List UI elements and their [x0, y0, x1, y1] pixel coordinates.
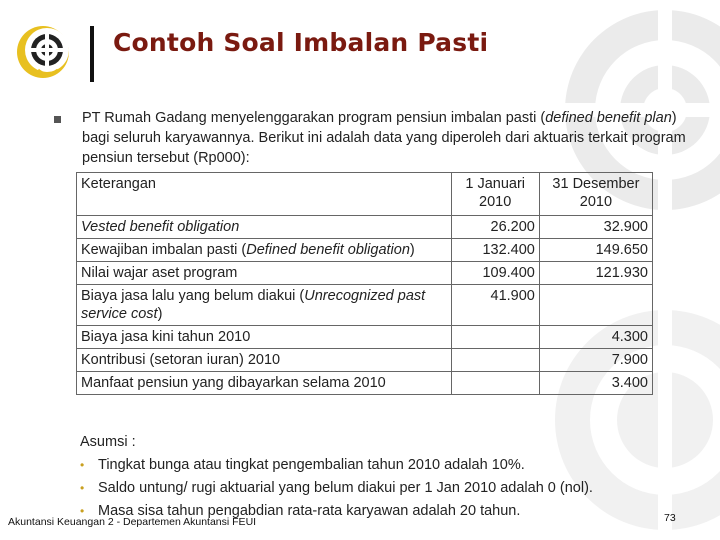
header-31-desember: 31 Desember 2010 [539, 173, 652, 216]
row-value-jan: 26.200 [451, 216, 539, 239]
row-label: Kewajiban imbalan pasti (Defined benefit obligation) [77, 239, 452, 262]
pension-data-table [76, 172, 653, 395]
list-item: • Saldo untung/ rugi aktuarial yang belum diakui per 1 Jan 2010 adalah 0 (nol). [80, 477, 593, 500]
row-value-jan [451, 372, 539, 395]
bullet-dot-icon: • [80, 504, 85, 518]
row-value-dec: 121.930 [539, 262, 652, 285]
row-value-jan: 41.900 [451, 285, 539, 326]
assumptions-block [80, 431, 593, 523]
list-item: • Masa sisa tahun pengabdian rata-rata karyawan adalah 20 tahun. [80, 500, 593, 523]
bullet-dot-icon: • [80, 458, 85, 472]
row-value-dec: 32.900 [539, 216, 652, 239]
university-logo [14, 22, 72, 82]
row-value-dec: 3.400 [539, 372, 652, 395]
row-label: Biaya jasa kini tahun 2010 [77, 326, 452, 349]
row-value-jan [451, 326, 539, 349]
bullet-dot-icon: • [80, 481, 85, 495]
header-keterangan: Keterangan [77, 173, 452, 216]
table-row [77, 349, 653, 372]
row-value-dec: 4.300 [539, 326, 652, 349]
intro-paragraph: PT Rumah Gadang menyelenggarakan program pensiun imbalan pasti (defined benefit plan) bagi seluruh karyawannya. Berikut ini adalah data yang diperoleh dari aktuaris terkait program pensiun tersebut (Rp000): [82, 110, 686, 166]
header-1-januari: 1 Januari 2010 [451, 173, 539, 216]
assumptions-heading: Asumsi : [80, 434, 136, 450]
row-label: Manfaat pensiun yang dibayarkan selama 2010 [77, 372, 452, 395]
row-value-jan: 132.400 [451, 239, 539, 262]
table-row [77, 285, 653, 326]
row-value-jan [451, 349, 539, 372]
table-row [77, 216, 653, 239]
table-row [77, 239, 653, 262]
footer-text: Akuntansi Keuangan 2 - Departemen Akuntansi FEUI [8, 516, 257, 528]
title-divider [90, 26, 94, 82]
bullet-square-icon [54, 116, 61, 123]
row-value-jan: 109.400 [451, 262, 539, 285]
row-value-dec: 7.900 [539, 349, 652, 372]
row-value-dec [539, 285, 652, 326]
table-row [77, 372, 653, 395]
row-label: Vested benefit obligation [77, 216, 452, 239]
row-label: Kontribusi (setoran iuran) 2010 [77, 349, 452, 372]
table-header-row [77, 173, 653, 216]
row-label: Nilai wajar aset program [77, 262, 452, 285]
page-number: 73 [664, 512, 676, 524]
list-item: • Tingkat bunga atau tingkat pengembalian tahun 2010 adalah 10%. [80, 454, 593, 477]
slide-title: Contoh Soal Imbalan Pasti [113, 28, 489, 57]
table-row [77, 262, 653, 285]
table-row [77, 326, 653, 349]
row-label: Biaya jasa lalu yang belum diakui (Unrecognized past service cost) [77, 285, 452, 326]
row-value-dec: 149.650 [539, 239, 652, 262]
